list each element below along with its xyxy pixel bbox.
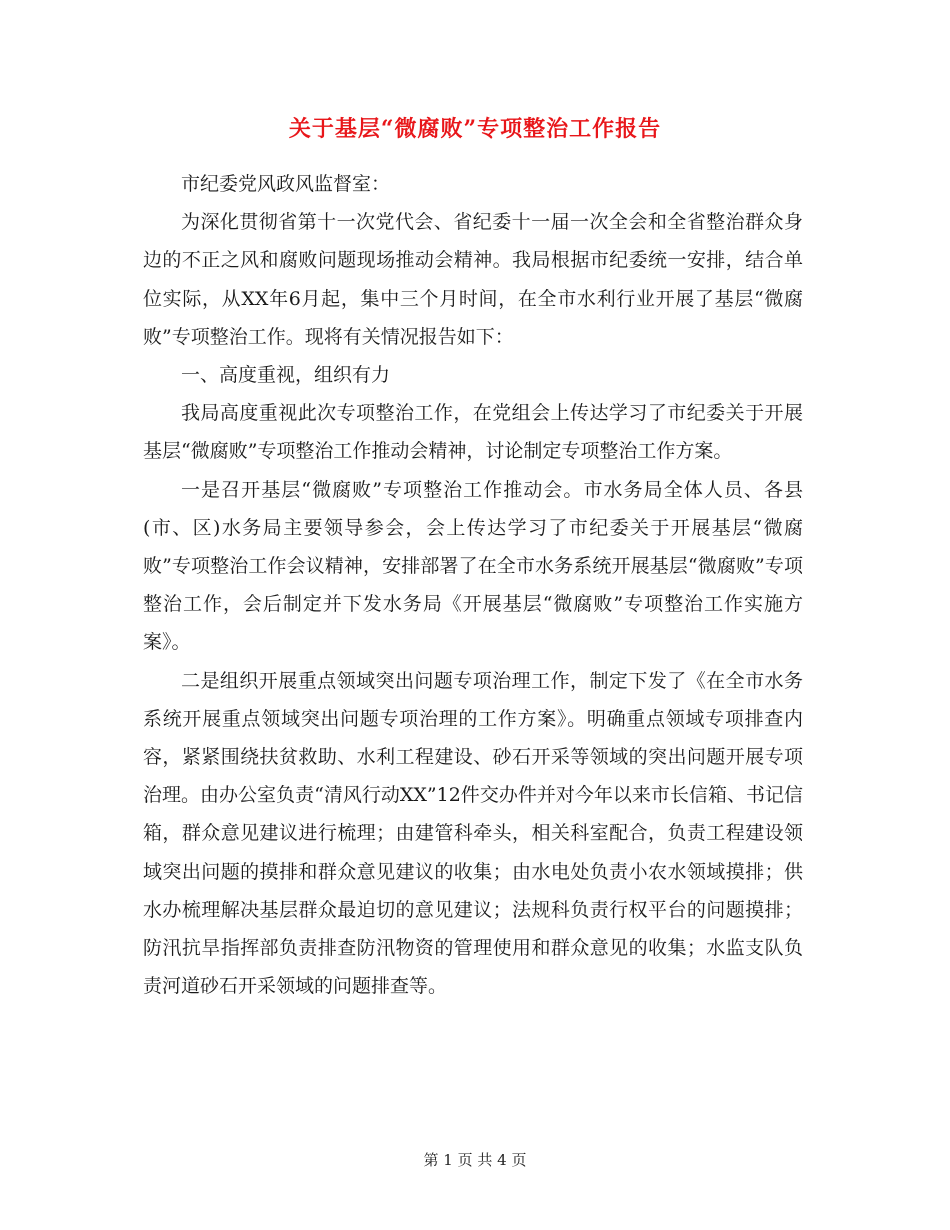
salutation: 市纪委党风政风监督室： bbox=[181, 173, 391, 195]
section-heading-1: 一、高度重视，组织有力 bbox=[181, 364, 391, 387]
page-number: 第 1 页 共 4 页 bbox=[423, 1151, 527, 1169]
paragraph-point-1: 一是召开基层“微腐败”专项整治工作推动会。市水务局全体人员、各县(市、区)水务局主要领导参会，会上传达学习了市纪委关于开展基层“微腐败”专项整治工作会议精神，安排部署了在全市水务系统开展基层“微腐败”专项整治工作，会后制定并下发水务局《开展基层“微腐败”专项整治工作实施方案》。 bbox=[143, 478, 803, 654]
paragraph-point-2: 二是组织开展重点领域突出问题专项治理工作，制定下发了《在全市水务系统开展重点领域突出问题专项治理的工作方案》。明确重点领域专项排查内容，紧紧围绕扶贫救助、水利工程建设、砂石开采等领域的突出问题开展专项治理。由办公室负责“清风行动XX”12件交办件并对今年以来市长信箱、书记信箱，群众意见建议进行梳理；由建管科牵头，相关科室配合，负责工程建设领域突出问题的摸排和群众意见建议的收集；由水电处负责小农水领域摸排；供水办梳理解决基层群众最迫切的意见建议；法规科负责行权平台的问题摸排；防汛抗旱指挥部负责排查防汛物资的管理使用和群众意见的收集；水监支队负责河道砂石开采领域的问题排查等。 bbox=[143, 669, 803, 998]
document-title: 关于基层“微腐败”专项整治工作报告 bbox=[288, 116, 662, 142]
paragraph-intro: 为深化贯彻省第十一次党代会、省纪委十一届一次全会和全省整治群众身边的不正之风和腐败问题现场推动会精神。我局根据市纪委统一安排，结合单位实际，从XX年6月起，集中三个月时间，在全市水利行业开展了基层“微腐败”专项整治工作。现将有关情况报告如下： bbox=[143, 211, 803, 348]
paragraph-section-1: 我局高度重视此次专项整治工作，在党组会上传达学习了市纪委关于开展基层“微腐败”专项整治工作推动会精神，讨论制定专项整治工作方案。 bbox=[143, 402, 803, 463]
document-body bbox=[143, 165, 803, 1005]
